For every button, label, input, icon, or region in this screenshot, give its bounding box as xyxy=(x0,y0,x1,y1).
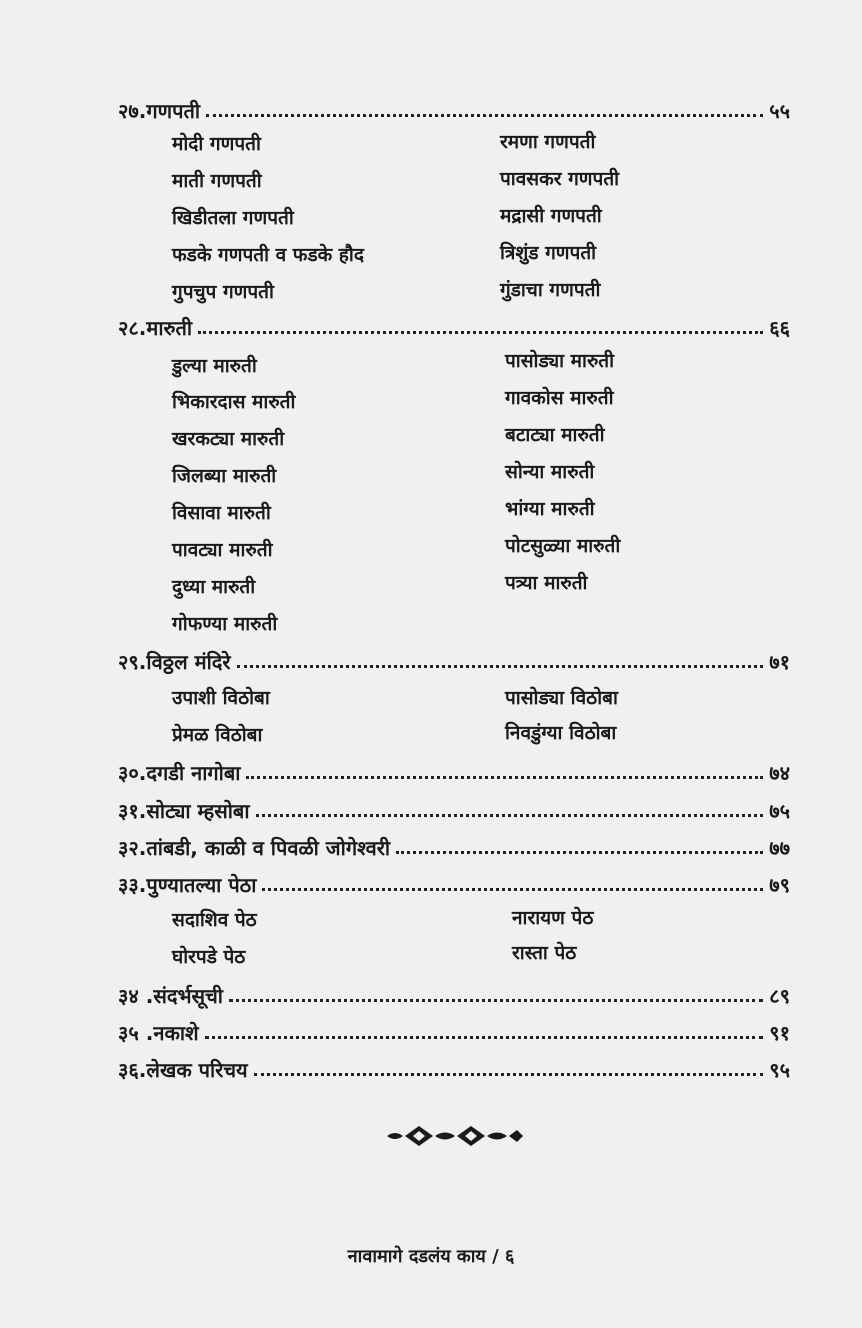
sub-item: मद्रासी गणपती xyxy=(500,205,602,227)
entry-page: ६६ xyxy=(769,316,790,340)
sub-item: दुध्या मारुती xyxy=(172,576,256,598)
entry-title: ३६.लेखक परिचय xyxy=(118,1058,248,1082)
leader-dots xyxy=(229,999,763,1002)
leader-dots xyxy=(246,776,763,779)
entry-title: ३५ .नकाशे xyxy=(118,1021,199,1045)
toc-entry xyxy=(118,752,790,786)
sub-item: रास्ता पेठ xyxy=(512,942,577,964)
entry-title: ३१.सोट्या म्हसोबा xyxy=(118,799,250,823)
sub-item: भिकारदास मारुती xyxy=(172,391,296,413)
sub-item: नारायण पेठ xyxy=(512,907,594,929)
toc-entry xyxy=(118,975,790,1009)
sub-item: मोदी गणपती xyxy=(172,133,261,155)
entry-page: ८९ xyxy=(769,984,790,1008)
sub-item: निवडुंग्या विठोबा xyxy=(505,722,617,744)
entry-title: ३२.तांबडी, काळी व पिवळी जोगेश्वरी xyxy=(118,836,391,860)
toc-entry xyxy=(118,307,790,341)
sub-item: पोटसुळ्या मारुती xyxy=(505,535,621,557)
toc-entry xyxy=(118,790,790,824)
sub-item: खरकट्या मारुती xyxy=(172,428,285,450)
sub-item: गावकोस मारुती xyxy=(505,387,614,409)
toc-entry xyxy=(118,90,790,124)
entry-page: ७४ xyxy=(769,761,790,785)
sub-item: फडके गणपती व फडके हौद xyxy=(172,244,364,266)
sub-item: सोन्या मारुती xyxy=(505,461,595,483)
sub-item: खिडीतला गणपती xyxy=(172,207,294,229)
entry-page: ७९ xyxy=(769,873,790,897)
sub-item: गुपचुप गणपती xyxy=(172,281,274,303)
entry-page: ५५ xyxy=(769,99,790,123)
entry-title: ३०.दगडी नागोबा xyxy=(118,761,241,785)
entry-page: ७५ xyxy=(769,799,790,823)
leader-dots xyxy=(237,665,764,668)
diamond-scroll-ornament-icon xyxy=(385,1121,525,1151)
sub-item: बटाट्या मारुती xyxy=(505,424,605,446)
sub-item: उपाशी विठोबा xyxy=(172,687,270,709)
toc-entry xyxy=(118,1012,790,1046)
sub-item: भांग्या मारुती xyxy=(505,498,595,520)
sub-item: माती गणपती xyxy=(172,170,262,192)
page-footer: नावामागे दडलंय काय / ६ xyxy=(347,1246,515,1267)
toc-entry xyxy=(118,1049,790,1083)
sub-item: सदाशिव पेठ xyxy=(172,909,257,931)
entry-title: २७.गणपती xyxy=(118,99,201,123)
sub-item: पावसकर गणपती xyxy=(500,168,620,190)
toc-entry xyxy=(118,641,790,675)
sub-item: पत्र्या मारुती xyxy=(505,572,588,594)
sub-item: विसावा मारुती xyxy=(172,502,271,524)
sub-item: पासोड्या मारुती xyxy=(505,350,615,372)
leader-dots xyxy=(205,1036,764,1039)
leader-dots xyxy=(206,114,763,117)
entry-title: ३३.पुण्यातल्या पेठा xyxy=(118,873,257,897)
sub-item: प्रेमळ विठोबा xyxy=(172,724,263,746)
sub-item: गोफण्या मारुती xyxy=(172,613,278,635)
entry-title: ३४ .संदर्भसूची xyxy=(118,984,223,1008)
entry-page: ७७ xyxy=(769,836,790,860)
sub-item: त्रिशुंड गणपती xyxy=(500,242,597,264)
sub-item: घोरपडे पेठ xyxy=(172,946,246,968)
entry-page: ९१ xyxy=(769,1021,790,1045)
sub-item: पासोड्या विठोबा xyxy=(505,687,618,709)
sub-item: डुल्या मारुती xyxy=(172,355,257,377)
leader-dots xyxy=(256,814,764,817)
sub-item: पावट्या मारुती xyxy=(172,539,273,561)
entry-title: २८.मारुती xyxy=(118,316,193,340)
leader-dots xyxy=(254,1073,764,1076)
entry-page: ७१ xyxy=(769,650,790,674)
leader-dots xyxy=(198,331,763,334)
entry-page: ९५ xyxy=(769,1058,790,1082)
toc-entry xyxy=(118,864,790,898)
leader-dots xyxy=(396,851,763,854)
sub-item: रमणा गणपती xyxy=(500,131,596,153)
sub-item: जिलब्या मारुती xyxy=(172,465,277,487)
entry-title: २९.विठ्ठल मंदिरे xyxy=(118,650,231,674)
toc-entry xyxy=(118,827,790,861)
sub-item: गुंडाचा गणपती xyxy=(500,279,601,301)
leader-dots xyxy=(262,888,763,891)
